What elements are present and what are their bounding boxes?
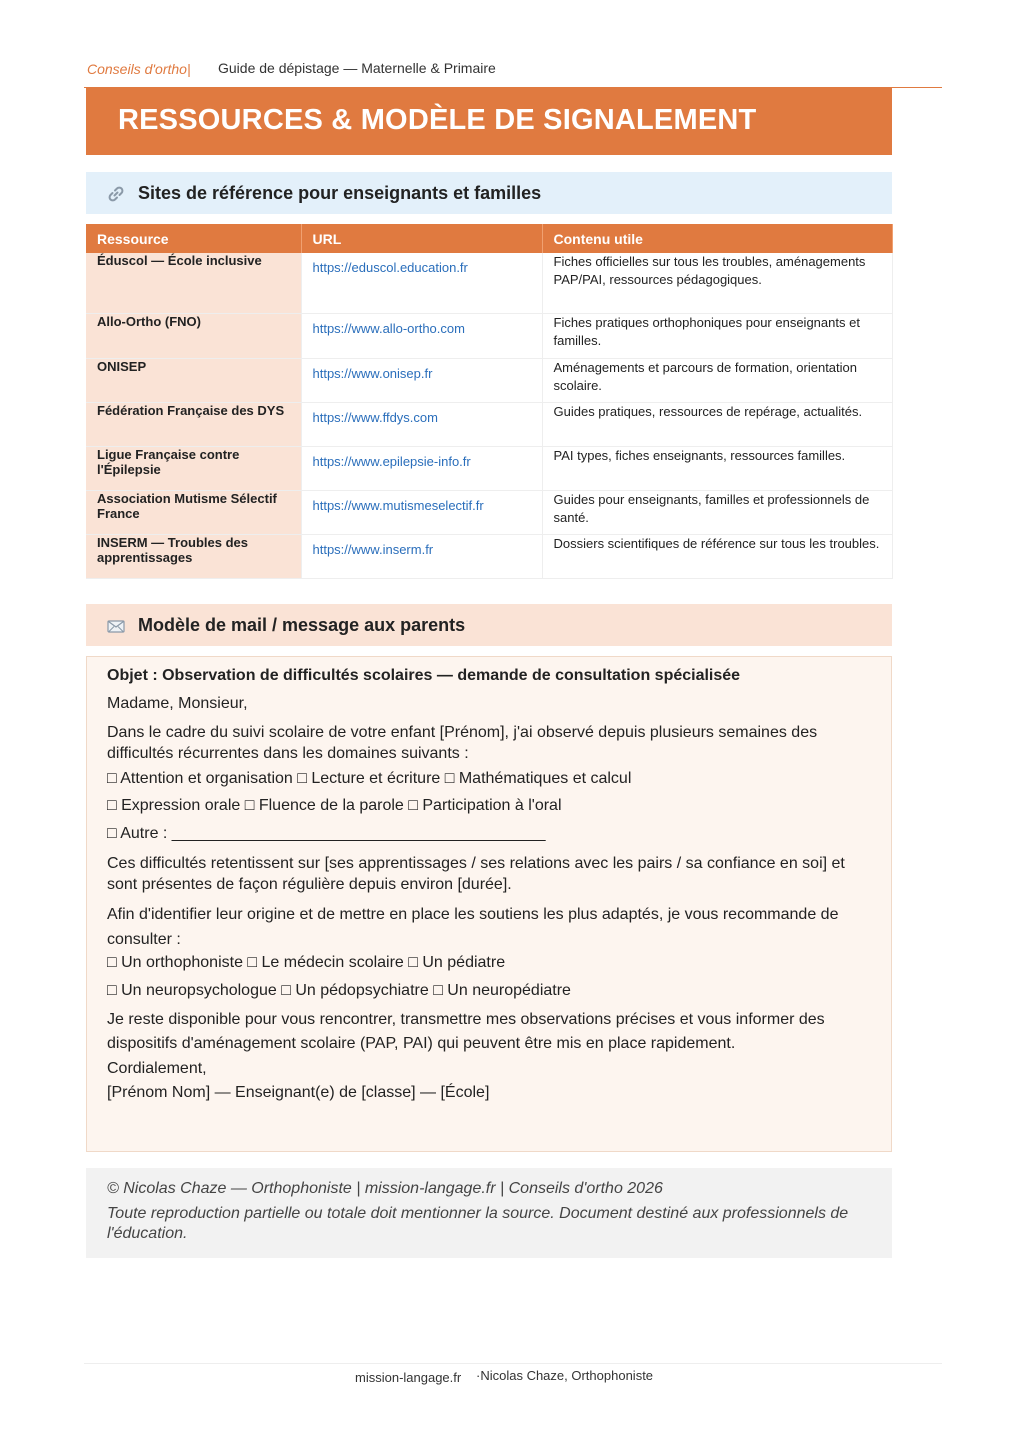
mail-recommendation: Afin d'identifier leur origine et de mettre en place les soutiens les plus adaptés, je vous recommande de consulter : [107,906,839,948]
document-subtitle: Guide de dépistage — Maternelle & Primaire [218,60,496,76]
mail-professionals-line-2: □ Un neuropsychologue □ Un pédopsychiatre □ Un neuropédiatre [107,982,571,999]
mail-greeting: Madame, Monsieur, [107,695,248,712]
mail-signature: [Prénom Nom] — Enseignant(e) de [classe] — [École] [107,1084,490,1101]
resource-name: Allo-Ortho (FNO) [86,313,301,358]
resource-description: Aménagements et parcours de formation, orientation scolaire. [542,358,892,402]
page-title: RESSOURCES & MODÈLE DE SIGNALEMENT [118,104,757,136]
table-row [86,534,892,578]
resource-link[interactable]: https://eduscol.education.fr [301,253,542,313]
mail-section-title: Modèle de mail / message aux parents [138,615,466,635]
mail-domains-other: □ Autre : __________________________________________ [107,825,546,842]
resource-name: Ligue Française contre l'Épilepsie [86,446,301,490]
mail-intro: Dans le cadre du suivi scolaire de votre enfant [Prénom], j'ai observé depuis plusieurs semaines des difficultés récurrentes dans les domaines suivants : [107,724,818,762]
footer-author: ·Nicolas Chaze, Orthophoniste [476,1368,654,1383]
resource-link[interactable]: https://www.ffdys.com [301,402,542,446]
title-banner [86,87,892,155]
resource-name: Association Mutisme Sélectif France [86,490,301,534]
mail-impact: Ces difficultés retentissent sur [ses apprentissages / ses relations avec les pairs / sa confiance en soi] et sont présentes de façon régulière depuis environ [durée]. [107,855,845,893]
table-row [86,490,892,534]
mail-professionals-line-1: □ Un orthophoniste □ Le médecin scolaire □ Un pédiatre [107,954,506,971]
column-header-content: Contenu utile [542,224,892,253]
resource-description: Dossiers scientifiques de référence sur tous les troubles. [542,534,892,578]
resource-description: Guides pour enseignants, familles et professionnels de santé. [542,490,892,534]
resource-link[interactable]: https://www.epilepsie-info.fr [301,446,542,490]
table-row [86,253,892,313]
resource-name: INSERM — Troubles des apprentissages [86,534,301,578]
mail-domains-line-1: □ Attention et organisation □ Lecture et écriture □ Mathématiques et calcul [107,770,632,787]
copyright-notice: Toute reproduction partielle ou totale doit mentionner la source. Document destiné aux professionnels de l'éducation. [107,1205,849,1242]
table-row [86,446,892,490]
mail-subject: Objet : Observation de difficultés scolaires — demande de consultation spécialisée [107,667,741,684]
header-rule [84,57,942,88]
resource-name: Éduscol — École inclusive [86,253,301,313]
resource-name: ONISEP [86,358,301,402]
mail-availability: Je reste disponible pour vous rencontrer, transmettre mes observations précises et vous informer des dispositifs d'aménagement scolaire (PAP, PAI) qui peuvent être mis en place rapidement. [107,1011,825,1052]
brand-name: Conseils d'ortho| [87,61,191,77]
footer-rule [84,1363,942,1364]
table-row [86,358,892,402]
link-icon [106,184,126,204]
table-row [86,313,892,358]
mail-template-box [86,656,892,1152]
column-header-resource: Ressource [86,224,301,253]
mail-section-header [86,604,892,646]
resource-description: Fiches officielles sur tous les troubles, aménagements PAP/PAI, ressources pédagogiques. [542,253,892,313]
copyright-box [86,1168,892,1258]
resource-description: PAI types, fiches enseignants, ressources familles. [542,446,892,490]
sites-section-title: Sites de référence pour enseignants et familles [138,183,542,203]
resource-description: Guides pratiques, ressources de repérage, actualités. [542,402,892,446]
resource-name: Fédération Française des DYS [86,402,301,446]
resource-link[interactable]: https://www.onisep.fr [301,358,542,402]
footer-site: mission-langage.fr [355,1370,462,1385]
resource-link[interactable]: https://www.allo-ortho.com [301,313,542,358]
resource-description: Fiches pratiques orthophoniques pour enseignants et familles. [542,313,892,358]
mail-closing: Cordialement, [107,1060,207,1077]
sites-section-header [86,172,892,214]
table-row [86,402,892,446]
table-header-row [86,224,892,253]
resources-table [86,224,893,579]
copyright-line: © Nicolas Chaze — Orthophoniste | mission-langage.fr | Conseils d'ortho 2026 [107,1180,663,1197]
column-header-url: URL [301,224,542,253]
resource-link[interactable]: https://www.mutismeselectif.fr [301,490,542,534]
envelope-icon [106,616,126,636]
resource-link[interactable]: https://www.inserm.fr [301,534,542,578]
mail-domains-line-2: □ Expression orale □ Fluence de la parole □ Participation à l'oral [107,797,562,814]
